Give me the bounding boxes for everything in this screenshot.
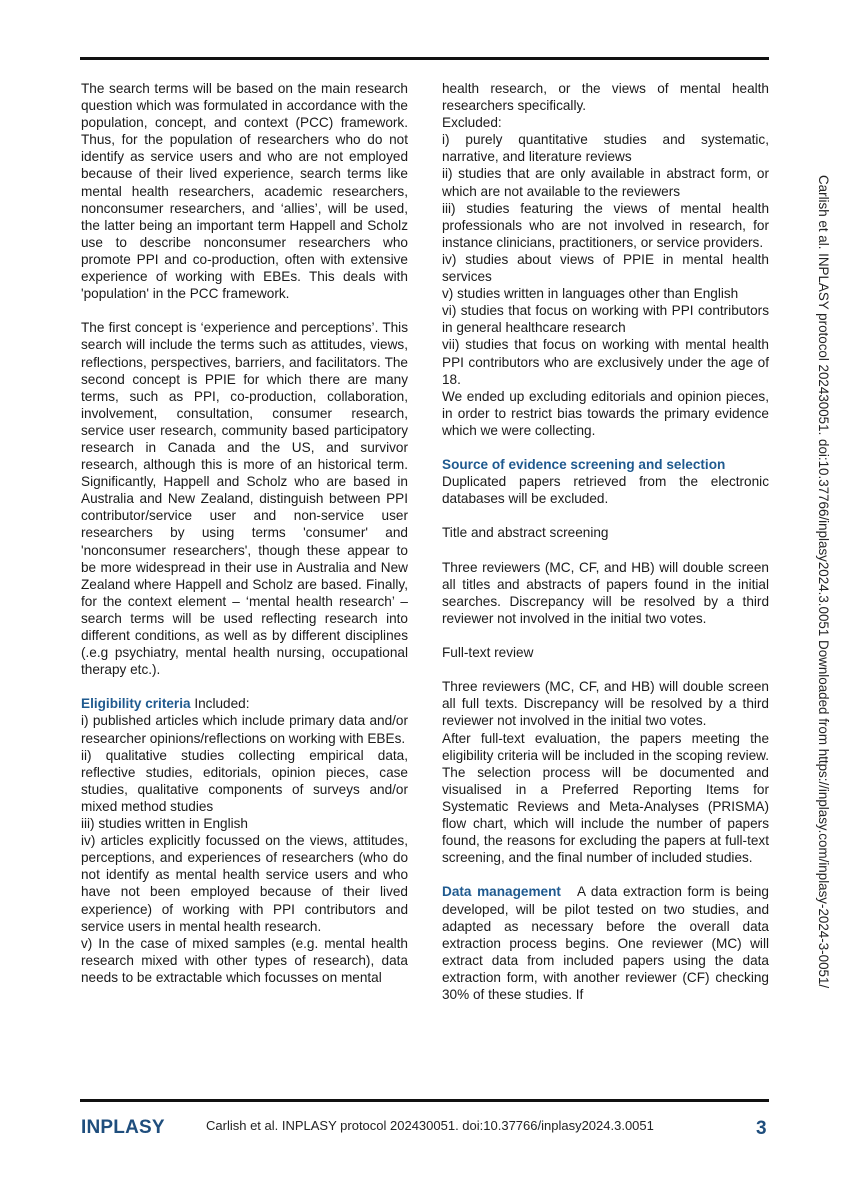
excluded-note: We ended up excluding editorials and opinion pieces, in order to restrict bias towards the primary evidence which we were collecting. [442, 388, 769, 438]
header-rule [80, 57, 769, 60]
after-fulltext-text: After full-text evaluation, the papers meeting the eligibility criteria will be included in the scoping review. The selection process will be documented and visualised in a Preferred Reporting Items for Systematic Reviews and Meta-Analyses (PRISMA) flow chart, which will include the number of papers found, the reasons for excluding the papers at full-text screening, and the final number of included studies. [442, 730, 769, 866]
included-item: iii) studies written in English [81, 816, 248, 832]
data-management-text: A data extraction form is being developed, will be pilot tested on two studies, and adapted as necessary before the overall data extraction process begins. One reviewer (MC) will extract data from included papers using the data extraction form, with another reviewer (CF) checking 30% of these studies. If [442, 884, 773, 1002]
right-column [442, 80, 773, 1003]
included-item: iv) articles explicitly focussed on the views, attitudes, perceptions, and experiences of researchers (who do not identify as mental health service users and who have not been employed because of their lived experience) of working with PPI contributors and service users in mental health research. [81, 833, 408, 934]
spacer [81, 678, 408, 695]
fulltext-label: Full-text review [442, 645, 534, 661]
eligibility-paragraph [81, 695, 408, 712]
spacer [442, 542, 769, 559]
continuation-text: health research, or the views of mental health researchers specifically. [442, 81, 769, 114]
included-label: Included: [190, 696, 250, 712]
footer-citation: Carlish et al. INPLASY protocol 202430051. doi:10.37766/inplasy2024.3.0051 [206, 1118, 654, 1133]
excluded-item: v) studies written in languages other than English [442, 286, 739, 302]
search-terms-paragraph: The search terms will be based on the main research question which was formulated in accordance with the population, concept, and context (PCC) framework. Thus, for the population of researchers who do not identify as service users and who are not employed because of their lived experience, search terms like mental health researchers, academic researchers, nonconsumer researchers, and ‘allies’, will be used, the latter being an important term Happell and Scholz use to describe nonconsumer researchers who promote PPI and co-production, often with extensive experience of working with EBEs. This deals with 'population' in the PCC framework. [81, 81, 408, 302]
included-item: v) In the case of mixed samples (e.g. mental health research mixed with other types of research), data needs to be extractable which focusses on mental [81, 935, 408, 985]
data-management-heading: Data management [442, 884, 561, 900]
source-text: Duplicated papers retrieved from the electronic databases will be excluded. [442, 474, 769, 507]
spacer [442, 866, 769, 883]
excluded-item: vi) studies that focus on working with PPI contributors in general healthcare research [442, 303, 769, 336]
included-item: ii) qualitative studies collecting empirical data, reflective studies, editorials, opinion pieces, case studies, qualitative components of surveys and/or mixed method studies [81, 747, 408, 814]
spacer [442, 507, 769, 524]
excluded-item: iv) studies about views of PPIE in mental health services [442, 251, 769, 285]
side-download-note: Carlish et al. INPLASY protocol 202430051. doi:10.37766/inplasy2024.3.0051 Downloaded from https://inplasy.com/inplasy-2024-3-0051/ [816, 175, 831, 989]
title-screening-label: Title and abstract screening [442, 525, 609, 541]
excluded-label: Excluded: [442, 115, 502, 131]
fulltext-text: Three reviewers (MC, CF, and HB) will double screen all full texts. Discrepancy will be resolved by a third reviewer not involved in the initial two votes. [442, 679, 769, 729]
concept-paragraph: The first concept is ‘experience and perceptions’. This search will include the terms such as attitudes, views, reflections, perspectives, barriers, and facilitators. The second concept is PPIE for which there are many terms, such as PPI, co-production, collaboration, involvement, consultation, consumer research, service user research, community based participatory research in Canada and the US, and survivor research, although this is more of an historical term. Significantly, Happell and Scholz who are based in Australia and New Zealand, distinguish between PPI contributor/service user and non-service user researchers by using terms 'consumer' and 'nonconsumer researchers', though these appear to be more widespread in their use in Australia and New Zealand where Happell and Scholz are based. Finally, for the context element – ‘mental health research’ – search terms will be used reflecting research into different conditions, as well as by different disciplines (.e.g psychiatry, mental health nursing, occupational therapy etc.). [81, 320, 408, 678]
eligibility-heading: Eligibility criteria [81, 696, 191, 712]
excluded-item: i) purely quantitative studies and systematic, narrative, and literature reviews [442, 132, 769, 165]
excluded-item: iii) studies featuring the views of mental health professionals who are not involved in research, for instance clinicians, practitioners, or service providers. [442, 200, 769, 250]
title-screening-text: Three reviewers (MC, CF, and HB) will double screen all titles and abstracts of papers found in the initial searches. Discrepancy will be resolved by a third reviewer not involved in the initial two votes. [442, 559, 769, 626]
included-item: i) published articles which include primary data and/or researcher opinions/reflections on working with EBEs. [81, 713, 408, 746]
spacer [442, 661, 769, 678]
footer-rule [80, 1099, 769, 1102]
data-management-paragraph [442, 883, 773, 1003]
spacer [442, 627, 769, 644]
spacer [81, 302, 408, 319]
left-column [81, 80, 408, 986]
footer-brand-logo: INPLASY [81, 1117, 165, 1138]
excluded-item: vii) studies that focus on working with mental health PPI contributors who are exclusively under the age of 18. [442, 337, 769, 387]
excluded-item: ii) studies that are only available in abstract form, or which are not available to the reviewers [442, 166, 769, 199]
page-number: 3 [756, 1118, 767, 1139]
source-heading: Source of evidence screening and selection [442, 457, 726, 473]
spacer [442, 439, 769, 456]
